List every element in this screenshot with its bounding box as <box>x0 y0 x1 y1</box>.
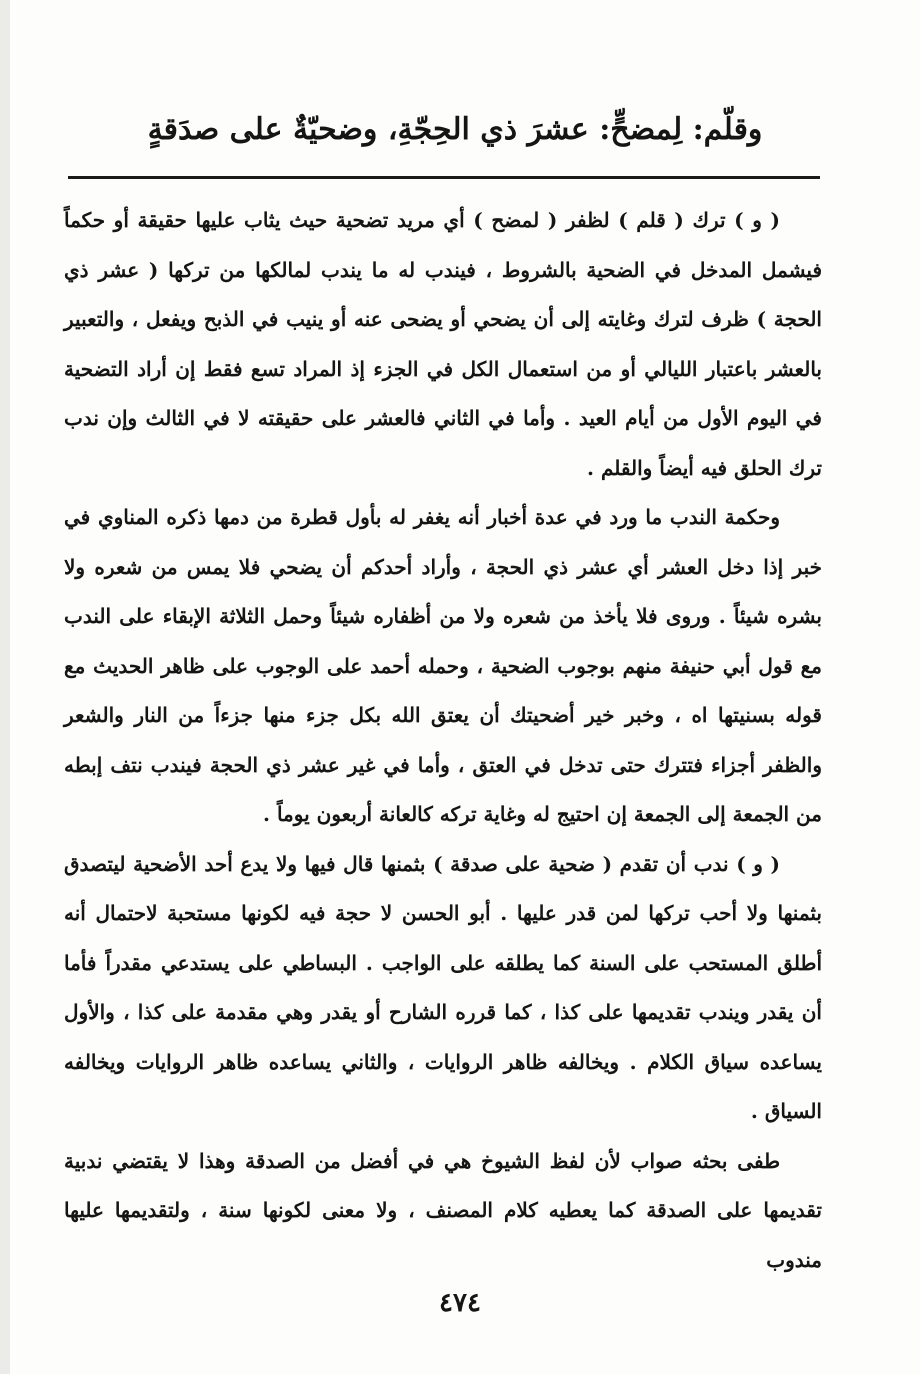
scan-edge <box>0 0 10 1374</box>
matn-header: وقلّم: لِمضحٍّ: عشرَ ذي الحِجّةِ، وضحيّةٌ على صدَقةٍ <box>147 112 763 147</box>
paragraph-3: ( و ) ندب أن تقدم ( ضحية على صدقة ) بثمنها قال فيها ولا يدع أحد الأضحية ليتصدق بثمنها ولا أحب تركها لمن قدر عليها . أبو الحسن لا حجة فيه لكونها مستحبة لاحتمال أنه أطلق المستحب على السنة كما يطلقه على الواجب . البساطي على يستدعي مقدراً فأما أن يقدر ويندب تقديمها على كذا ، كما قرره الشارح أو يقدر وهي مقدمة على كذا ، والأول يساعده سياق الكلام . ويخالفه ظاهر الروايات ، والثاني يساعده ظاهر الروايات ويخالفه السياق . <box>64 851 822 1123</box>
header-rule <box>68 176 820 179</box>
page-number: ٤٧٤ <box>439 1288 481 1318</box>
paragraph-4: طفى بحثه صواب لأن لفظ الشيوخ هي في أفضل من الصدقة وهذا لا يقتضي ندبية تقديمها على الصدقة كما يعطيه كلام المصنف ، ولا معنى لكونها سنة ، ولتقديمها عليها مندوب <box>64 1148 822 1272</box>
commentary-body <box>64 196 822 1276</box>
paragraph-2: وحكمة الندب ما ورد في عدة أخبار أنه يغفر له بأول قطرة من دمها ذكره المناوي في خبر إذا دخل العشر أي عشر ذي الحجة ، وأراد أحدكم أن يضحي فلا يمس من شعره ولا بشره شيئاً . وروى فلا يأخذ من شعره ولا من أظفاره شيئاً وحمل الثلاثة الإبقاء على الندب مع قول أبي حنيفة منهم بوجوب الضحية ، وحمله أحمد على الوجوب على ظاهر الحديث مع قوله بسنيتها اه ، وخبر خير أضحيتك أن يعتق الله بكل جزء منها جزءاً من النار والشعر والظفر أجزاء فتترك حتى تدخل في العتق ، وأما في غير عشر ذي الحجة فيندب نتف إبطه من الجمعة إلى الجمعة إن احتيج له وغاية تركه كالعانة أربعون يوماً . <box>64 505 822 826</box>
paragraph-1: ( و ) ترك ( قلم ) لظفر ( لمضح ) أي مريد تضحية حيث يثاب عليها حقيقة أو حكماً فيشمل المدخل في الضحية بالشروط ، فيندب له ما يندب لمالكها من تركها ( عشر ذي الحجة ) ظرف لترك وغايته إلى أن يضحي أو يضحى عنه أو ينيب في الذبح ويفعل ، والتعبير بالعشر باعتبار الليالي أو من استعمال الكل في الجزء إذ المراد تسع فقط إن أراد التضحية في اليوم الأول من أيام العيد . وأما في الثاني فالعشر على حقيقته لا في الثالث وإن ندب ترك الحلق فيه أيضاً والقلم . <box>64 208 823 480</box>
